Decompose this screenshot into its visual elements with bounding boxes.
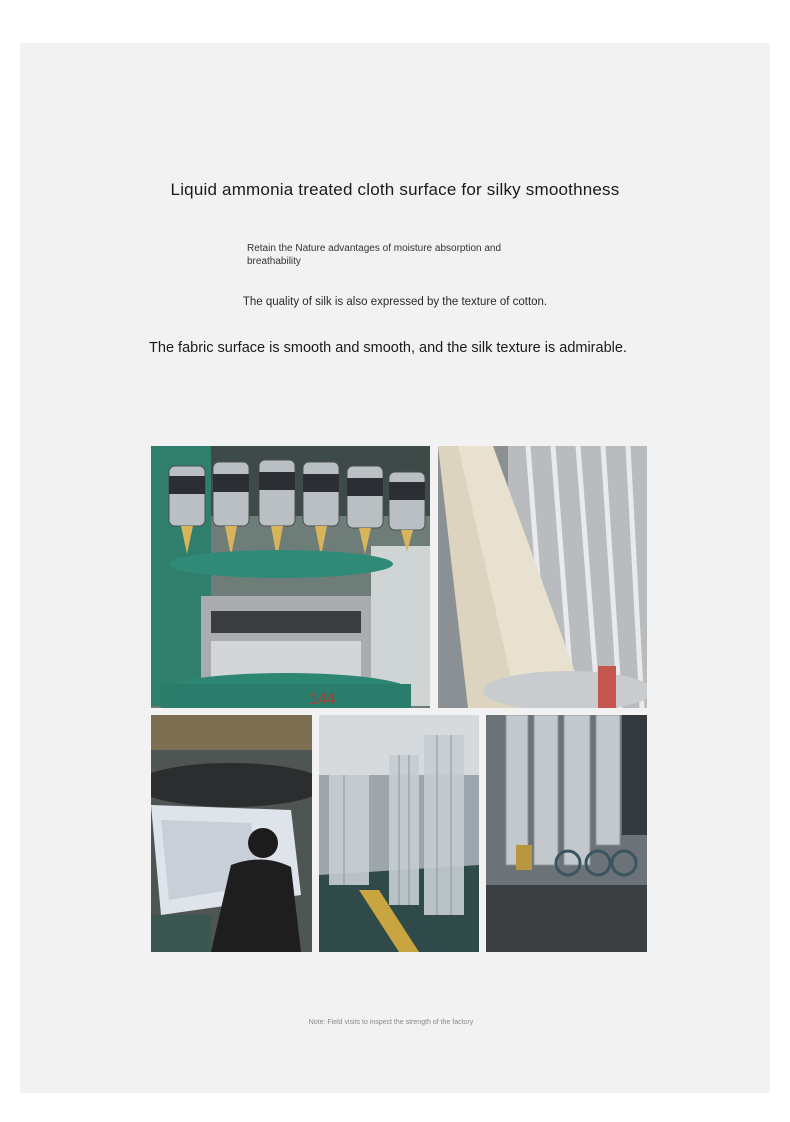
photo-steam-pipes-valves — [486, 715, 647, 952]
photo-fabric-roll — [438, 446, 647, 708]
footer-note: Note: Field visits to inspect the strength of the factory — [308, 1019, 474, 1026]
photo-worker-inspecting-fabric — [151, 715, 312, 952]
subtitle-moisture: Retain the Nature advantages of moisture absorption and breathability — [247, 243, 502, 267]
machine-number-label: 144 — [309, 691, 336, 708]
photo-knitting-machine — [151, 446, 430, 708]
page-title: Liquid ammonia treated cloth surface for silky smoothness — [170, 180, 620, 199]
subtitle-fabric-surface: The fabric surface is smooth and smooth, and the silk texture is admirable. — [149, 340, 627, 356]
subtitle-silk-quality: The quality of silk is also expressed by the texture of cotton. — [242, 296, 548, 308]
photo-factory-aisle — [319, 715, 479, 952]
